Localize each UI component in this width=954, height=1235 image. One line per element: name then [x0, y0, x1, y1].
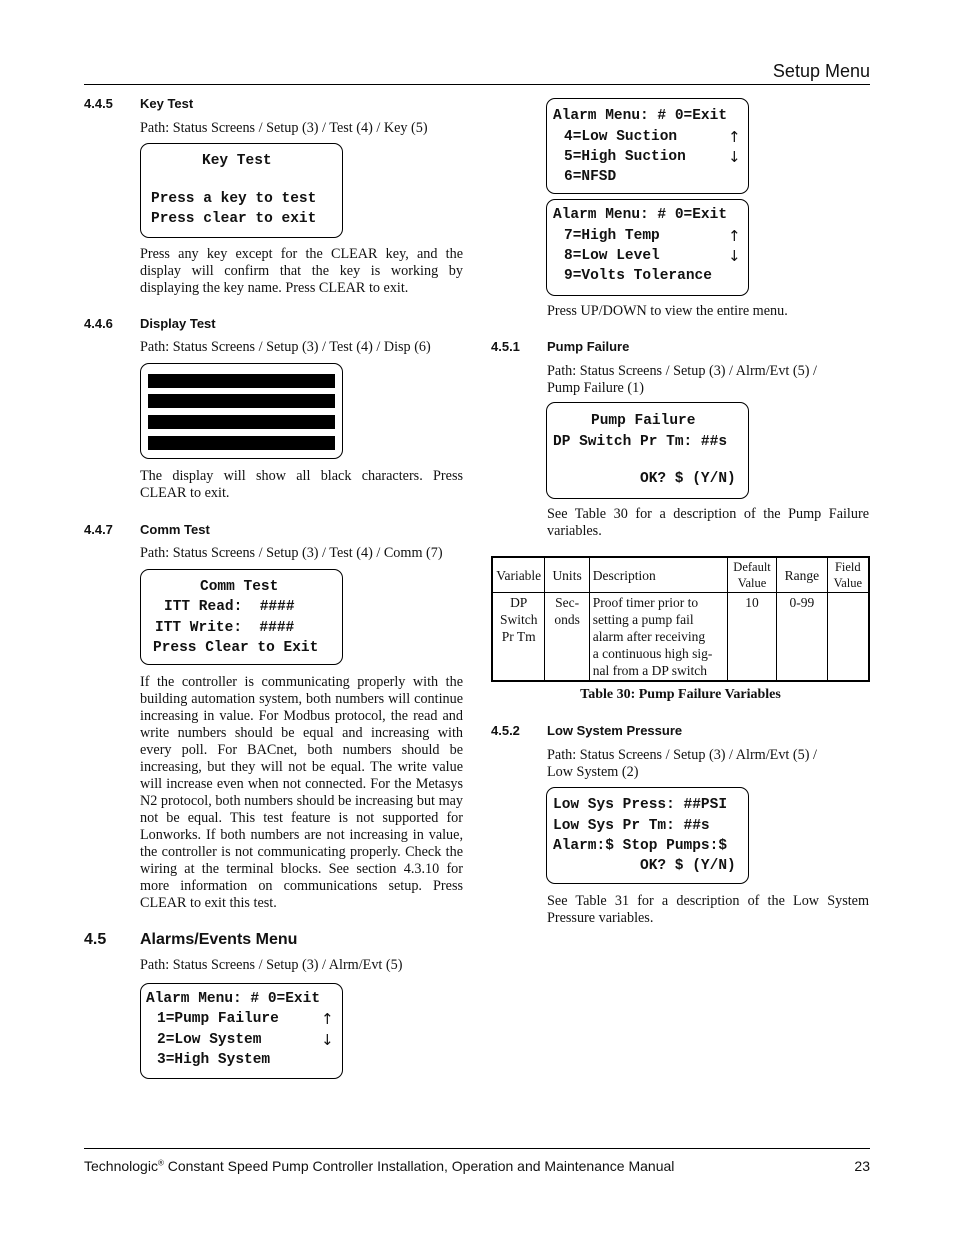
column-header-description: Description [589, 557, 727, 593]
low-system-path: Low System (2) [547, 764, 639, 780]
display-line: 1=Pump Failure [157, 1011, 279, 1027]
cell-field-value [827, 593, 869, 682]
comm-test-path: Path: Status Screens / Setup (3) / Test (4) / Comm (7) [140, 545, 443, 561]
section-heading-key-test [84, 96, 464, 112]
display-test-screen [140, 363, 343, 459]
header-rule [84, 84, 870, 85]
black-character-row [148, 394, 335, 408]
display-line: Comm Test [200, 579, 279, 595]
comm-test-display [140, 569, 343, 665]
display-line: OK? $ (Y/N) [640, 471, 736, 487]
section-heading-alarms-events [84, 931, 464, 951]
display-line: 4=Low Suction [564, 129, 678, 145]
key-test-body: Press any key except for the CLEAR key, and the display will confirm that the key is working by displaying the key name. Press CLEAR to exit. [140, 246, 463, 296]
page-number: 23 [854, 1158, 870, 1174]
section-number: 4.5.2 [491, 723, 520, 738]
section-number: 4.4.5 [84, 96, 113, 111]
cell-line: nal from a DP switch [592, 663, 707, 678]
cell-line: setting a pump fail [592, 612, 694, 627]
display-test-path: Path: Status Screens / Setup (3) / Test (4) / Disp (6) [140, 339, 431, 355]
pump-failure-path: Path: Status Screens / Setup (3) / Alrm/Evt (5) / [547, 363, 817, 379]
display-line: DP Switch Pr Tm: ##s [553, 434, 728, 450]
display-line: Alarm Menu: # 0=Exit [146, 991, 321, 1007]
column-header-field-value [827, 557, 869, 593]
table-row [492, 593, 869, 682]
cell-line: alarm after receiving [592, 629, 706, 644]
section-title: Display Test [140, 316, 216, 331]
display-line: 7=High Temp [564, 228, 660, 244]
up-arrow-icon: ↑ [728, 227, 741, 245]
section-number: 4.4.6 [84, 316, 113, 331]
section-number: 4.5 [84, 931, 107, 948]
section-heading-pump-failure [491, 339, 869, 355]
pump-failure-variables-table [491, 556, 870, 682]
down-arrow-icon: ↓ [321, 1031, 334, 1049]
column-header-variable: Variable [492, 557, 545, 593]
display-line: 8=Low Level [564, 248, 660, 264]
display-line: Press clear to exit [151, 211, 317, 227]
cell-line: a continuous high sig- [592, 646, 713, 661]
section-number: 4.4.7 [84, 522, 113, 537]
table-header-row [492, 557, 869, 593]
pump-failure-body: See Table 30 for a description of the Pump Failure variables. [547, 506, 869, 539]
display-line: Alarm:$ Stop Pumps:$ [553, 838, 728, 854]
black-character-row [148, 374, 335, 388]
section-title: Alarms/Events Menu [140, 931, 298, 948]
black-character-row [148, 415, 335, 429]
display-line: Alarm Menu: # 0=Exit [553, 207, 728, 223]
table-caption: Table 30: Pump Failure Variables [580, 687, 781, 702]
cell-line: Proof timer prior to [592, 595, 699, 610]
header-line: Value [737, 576, 767, 590]
header-line: Value [833, 576, 863, 590]
display-line: Pump Failure [591, 413, 696, 429]
cell-line: Switch [499, 612, 538, 627]
footer-doc-title: Constant Speed Pump Controller Installation, Operation and Maintenance Manual [167, 1158, 675, 1174]
cell-default-value: 10 [727, 593, 776, 682]
low-system-path: Path: Status Screens / Setup (3) / Alrm/Evt (5) / [547, 747, 817, 763]
footer-brand: Technologic [84, 1158, 158, 1174]
section-title: Comm Test [140, 522, 210, 537]
column-header-range: Range [777, 557, 827, 593]
cell-line: onds [554, 612, 580, 627]
key-test-path: Path: Status Screens / Setup (3) / Test (4) / Key (5) [140, 120, 428, 136]
cell-line: DP [510, 595, 528, 610]
display-line: 9=Volts Tolerance [564, 268, 712, 284]
cell-units [545, 593, 589, 682]
display-line: Press Clear to Exit [153, 640, 319, 656]
section-title: Key Test [140, 96, 194, 111]
down-arrow-icon: ↓ [728, 148, 741, 166]
header-line: Field [834, 560, 861, 574]
display-line: Low Sys Pr Tm: ##s [553, 818, 710, 834]
display-line: 5=High Suction [564, 149, 686, 165]
section-heading-comm-test [84, 522, 464, 538]
cell-line: Pr Tm [501, 629, 536, 644]
display-line: 2=Low System [157, 1032, 262, 1048]
down-arrow-icon: ↓ [728, 247, 741, 265]
display-line: Low Sys Press: ##PSI [553, 797, 728, 813]
comm-test-body: If the controller is communicating properly with the building automation system, both numbers will continue increasing in value. For Modbus protocol, the read and write numbers should be equal and increasing with every poll. For BACnet, both numbers should be increasing, but they will not be equal. The write value will increase even when not connected. For the Metasys N2 protocol, both numbers should be increasing but may not be equal. This test feature is not supported for Lonworks. If both numbers are not increasing in value, the controller is not communicating properly. Check the wiring at the terminal blocks. See section 4.3.10 for more information on communications setup. Press CLEAR to exit this test. [140, 674, 463, 911]
cell-variable [492, 593, 545, 682]
section-title: Low System Pressure [547, 723, 683, 738]
up-arrow-icon: ↑ [321, 1010, 334, 1028]
pump-failure-display [546, 402, 749, 499]
display-line: 6=NFSD [564, 169, 617, 185]
cell-range: 0-99 [777, 593, 827, 682]
footer-document-title [84, 1158, 674, 1174]
display-line: OK? $ (Y/N) [640, 858, 736, 874]
section-number: 4.5.1 [491, 339, 520, 354]
section-heading-display-test [84, 316, 464, 332]
section-title: Pump Failure [547, 339, 630, 354]
menu-navigation-note: Press UP/DOWN to view the entire menu. [547, 303, 788, 319]
low-system-body: See Table 31 for a description of the Low System Pressure variables. [547, 893, 869, 926]
low-system-pressure-display [546, 787, 749, 884]
display-test-body: The display will show all black characters. Press CLEAR to exit. [140, 468, 463, 501]
column-header-default-value [727, 557, 776, 593]
alarm-menu-display-3 [546, 199, 749, 296]
display-line: Alarm Menu: # 0=Exit [553, 108, 728, 124]
registered-mark: ® [157, 1158, 164, 1168]
running-header: Setup Menu [772, 61, 870, 81]
black-character-row [148, 436, 335, 450]
alarm-menu-display-1 [140, 983, 343, 1079]
display-line: Press a key to test [151, 191, 317, 207]
header-line: Default [733, 560, 771, 574]
column-header-units: Units [545, 557, 589, 593]
display-line: ITT Write: #### [155, 620, 295, 636]
alarms-events-path: Path: Status Screens / Setup (3) / Alrm/Evt (5) [140, 957, 403, 973]
up-arrow-icon: ↑ [728, 128, 741, 146]
alarm-menu-display-2 [546, 98, 749, 194]
pump-failure-path: Pump Failure (1) [547, 380, 644, 396]
display-line: 3=High System [157, 1052, 271, 1068]
cell-description [589, 593, 727, 682]
key-test-display [140, 143, 343, 238]
footer-rule [84, 1148, 870, 1149]
display-line: Key Test [202, 153, 272, 169]
cell-line: Sec- [555, 595, 580, 610]
section-heading-low-system-pressure [491, 723, 869, 739]
display-line: ITT Read: #### [164, 599, 295, 615]
